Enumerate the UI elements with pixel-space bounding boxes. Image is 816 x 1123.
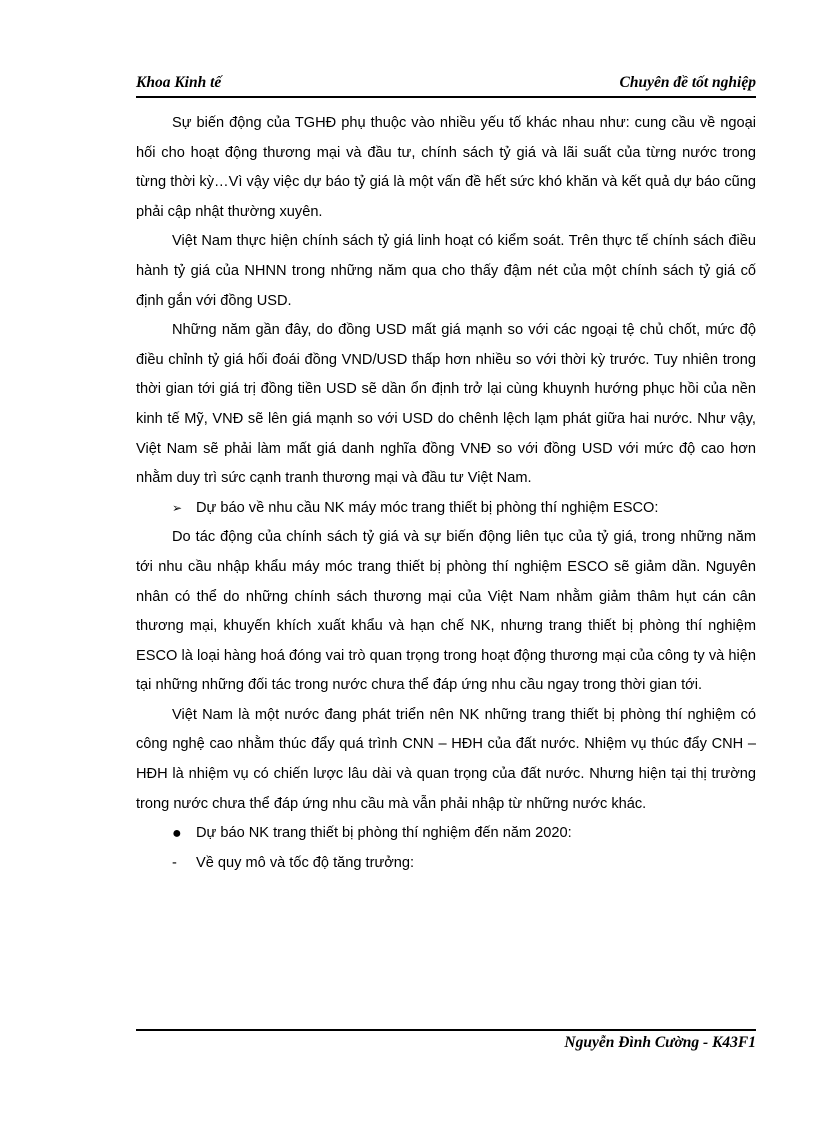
round-bullet-icon: ● xyxy=(172,825,182,843)
paragraph-industrialization: Việt Nam là một nước đang phát triển nên NK những trang thiết bị phòng thí nghiệm có công nghệ cao nhằm thúc đẩy quá trình CNN – HĐH của đất nước. Nhiệm vụ thúc đẩy CNH – HĐH là nhiệm vụ có chiến lược lâu dài và quan trọng của đất nước. Nhưng hiện tại thị trường trong nước chưa thể đáp ứng nhu cầu mà vẫn phải nhập từ những nước khác. xyxy=(136,706,756,812)
dash-bullet-icon: - xyxy=(172,854,177,871)
paragraph-import-demand: Do tác động của chính sách tỷ giá và sự biến động liên tục của tỷ giá, trong những năm tới nhu cầu nhập khẩu máy móc trang thiết bị phòng thí nghiệm ESCO sẽ giảm dần. Nguyên nhân có thể do những chính sách thương mại của Việt Nam nhằm giảm thâm hụt cán cân thương mại, khuyến khích xuất khẩu và hạn chế NK, nhưng trang thiết bị phòng thí nghiệm ESCO là loại hàng hoá đóng vai trò quan trọng trong hoạt động thương mại của công ty và hiện tại những những đối tác trong nước chưa thể đáp ứng nhu cầu ngay trong thời gian tới. xyxy=(136,529,756,694)
header-thesis-title: Chuyên đề tốt nghiệp xyxy=(619,74,756,91)
list-item-text: Dự báo về nhu cầu NK máy móc trang thiết bị phòng thí nghiệm ESCO: xyxy=(196,499,659,516)
footer-author: Nguyễn Đình Cường - K43F1 xyxy=(564,1034,756,1051)
page-header xyxy=(136,74,756,98)
paragraph-usd-depreciation: Những năm gần đây, do đồng USD mất giá mạnh so với các ngoại tệ chủ chốt, mức độ điều chỉnh tỷ giá hối đoái đồng VND/USD thấp hơn nhiều so với thời kỳ trước. Tuy nhiên trong thời gian tới giá trị đồng tiền USD sẽ dần ổn định trở lại cùng khuynh hướng phục hồi của nền kinh tế Mỹ, VNĐ sẽ lên giá mạnh so với USD do chênh lệch lạm phát giữa hai nước. Như vậy, Việt Nam sẽ phải làm mất giá danh nghĩa đồng VNĐ so với đồng USD với mức độ cao hơn nhằm duy trì sức cạnh tranh thương mại và đầu tư Việt Nam. xyxy=(136,322,756,487)
header-rule xyxy=(136,96,756,98)
list-item-text: Về quy mô và tốc độ tăng trưởng: xyxy=(196,854,415,871)
list-item-forecast-2020 xyxy=(136,819,756,849)
paragraph-exchange-rate-factors: Sự biến động của TGHĐ phụ thuộc vào nhiều yếu tố khác nhau như: cung cầu về ngoại hối cho hoạt động thương mại và đầu tư, chính sách tỷ giá và lãi suất của từng nước trong từng thời kỳ…Vì vậy việc dự báo tỷ giá là một vấn đề hết sức khó khăn và kết quả dự báo cũng phải cập nhật thường xuyên. xyxy=(136,115,756,220)
arrowhead-bullet-icon: ➢ xyxy=(172,500,183,515)
list-item-text: Dự báo NK trang thiết bị phòng thí nghiệm đến năm 2020: xyxy=(196,825,572,842)
paragraph-exchange-rate-policy: Việt Nam thực hiện chính sách tỷ giá linh hoạt có kiểm soát. Trên thực tế chính sách điều hành tỷ giá của NHNN trong những năm qua cho thấy đậm nét của một chính sách tỷ giá cố định gắn với đồng USD. xyxy=(136,233,756,309)
list-item-scale-growth xyxy=(136,849,756,879)
list-item-forecast-demand xyxy=(136,494,756,524)
document-body xyxy=(136,109,756,878)
footer-rule xyxy=(136,1029,756,1031)
header-faculty: Khoa Kinh tế xyxy=(136,74,222,91)
